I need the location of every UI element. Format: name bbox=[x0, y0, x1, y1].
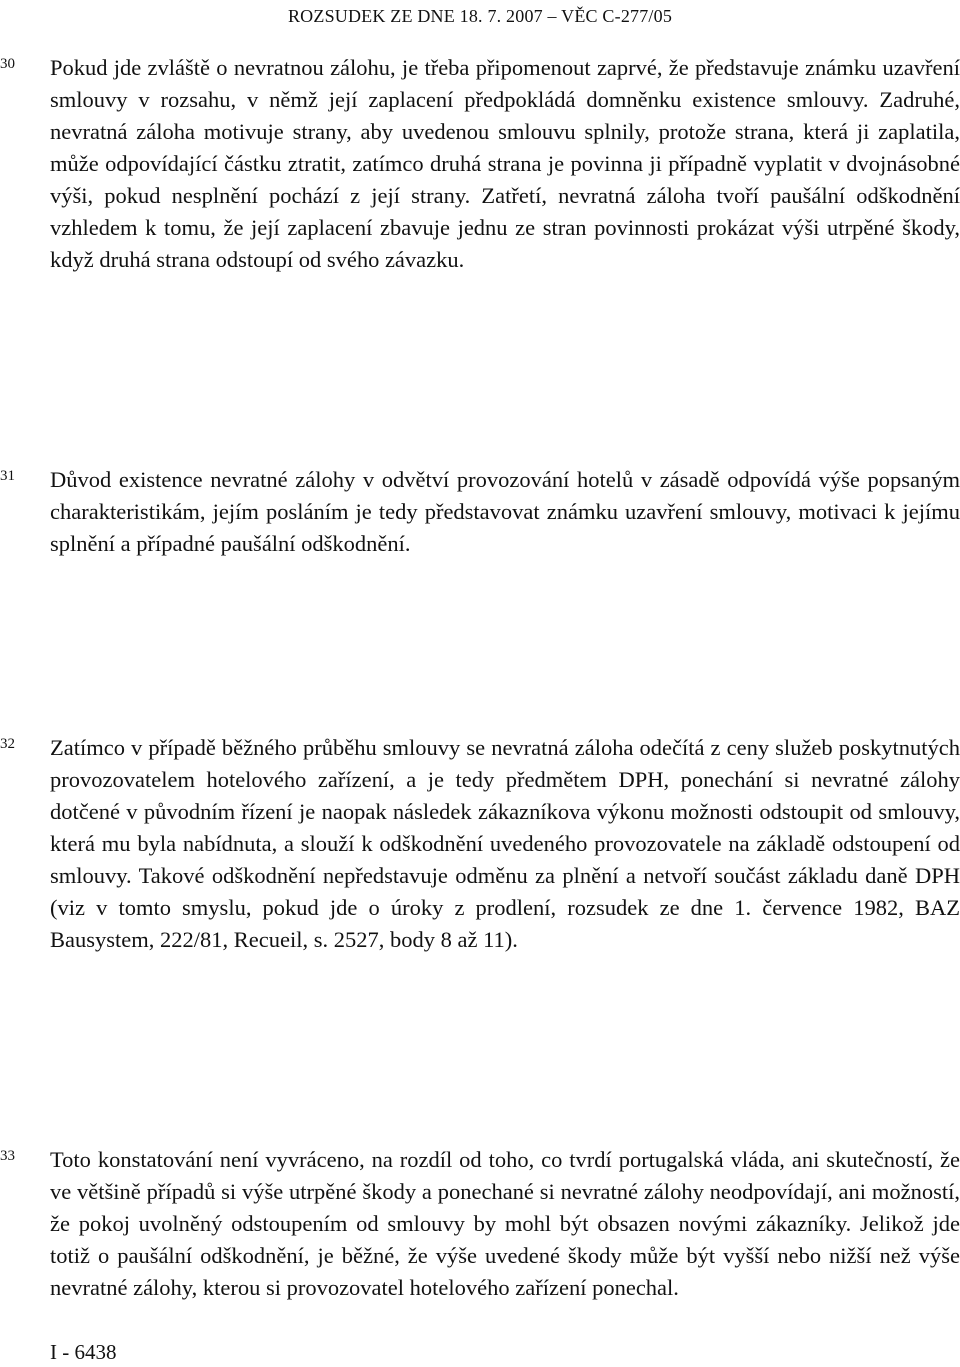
paragraph-text: Pokud jde zvláště o nevratnou zálohu, je třeba připomenout zaprvé, že představuje známku uzavření smlouvy v rozsahu, v němž její zaplacení předpokládá domněnku existence smlouvy. Zadruhé, nevratná záloha motivuje strany, aby uvedenou smlouvu splnily, protože strana, která ji zaplatila, může odpovídající částku ztratit, zatímco druhá strana je povinna ji případně vyplatit v dvojnásobné výši, pokud nesplnění pochází z její strany. Zatřetí, nevratná záloha tvoří paušální odškodnění vzhledem k tomu, že její zaplacení zbavuje jednu ze stran povinnosti prokázat výši utrpěné škody, když druhá strana odstoupí od svého závazku. bbox=[50, 55, 960, 272]
paragraph-text: Zatímco v případě běžného průběhu smlouvy se nevratná záloha odečítá z ceny služeb poskytnutých provozovatelem hotelového zařízení, a je tedy předmětem DPH, ponechání si nevratné zálohy dotčené v původním řízení je naopak následek zákazníkova výkonu možnosti odstoupit od smlouvy, která mu byla nabídnuta, a slouží k odškodnění uvedeného provozovatele na základě odstoupení od smlouvy. Takové odškodnění nepředstavuje odměnu za plnění a netvoří součást základu daně DPH (viz v tomto smyslu, pokud jde o úroky z prodlení, rozsudek ze dne 1. července 1982, BAZ Bausystem, 222/81, Recueil, s. 2527, body 8 až 11). bbox=[50, 735, 960, 952]
paragraph-number: 32 bbox=[0, 736, 15, 752]
page-number: I - 6438 bbox=[50, 1340, 117, 1364]
paragraph-text: Toto konstatování není vyvráceno, na rozdíl od toho, co tvrdí portugalská vláda, ani skutečností, že ve většině případů si výše utrpěné škody a ponechané si nevratné zálohy neodpovídají, ani možností, že pokoj uvolněný odstoupením od smlouvy by mohl být obsazen novými zákazníky. Jelikož jde totiž o paušální odškodnění, je běžné, že výše uvedené škody může být vyšší nebo nižší než výše nevratné zálohy, kterou si provozovatel hotelového zařízení ponechal. bbox=[50, 1147, 960, 1300]
paragraph-number: 33 bbox=[0, 1148, 15, 1164]
running-header: ROZSUDEK ZE DNE 18. 7. 2007 – VĚC C-277/05 bbox=[287, 6, 673, 26]
paragraph-number: 30 bbox=[0, 56, 15, 72]
paragraph-number: 31 bbox=[0, 468, 15, 484]
paragraph-text: Důvod existence nevratné zálohy v odvětví provozování hotelů v zásadě odpovídá výše popsaným charakteristikám, jejím posláním je tedy představovat známku uzavření smlouvy, motivaci k jejímu splnění a případné paušální odškodnění. bbox=[50, 467, 960, 556]
